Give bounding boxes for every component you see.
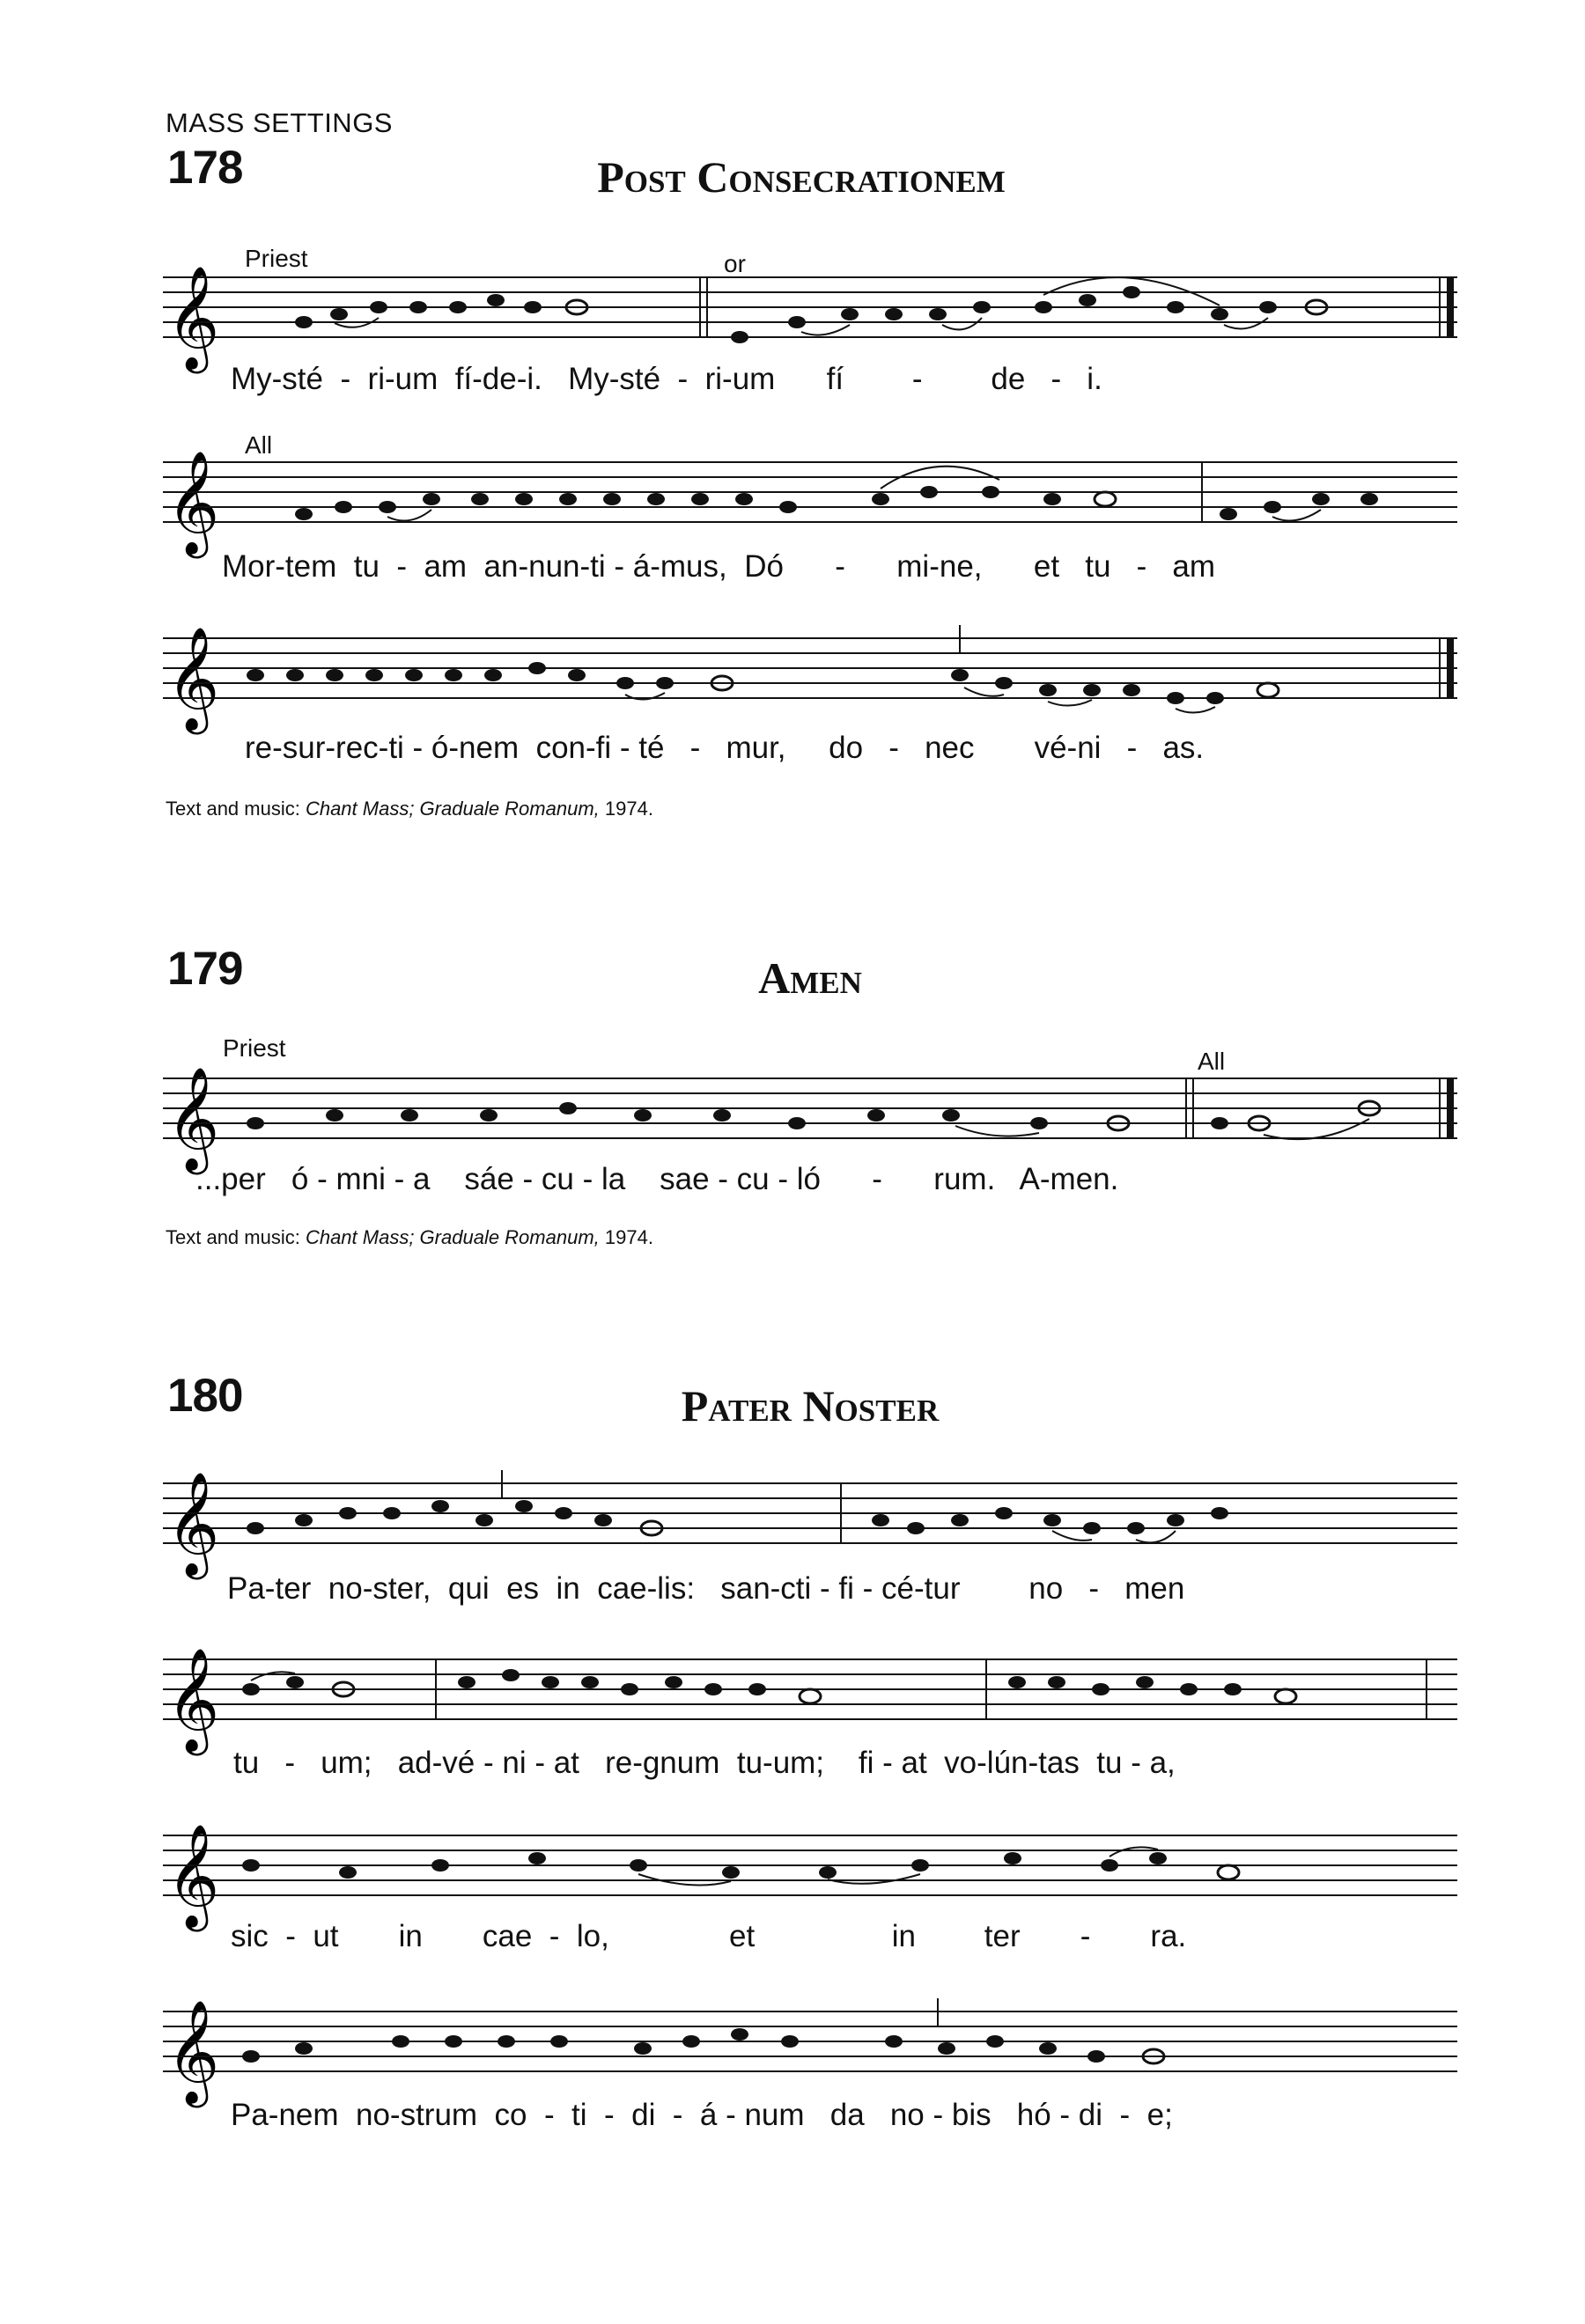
credit-line [166, 1226, 653, 1249]
hymn-title: Pater Noster [681, 1381, 940, 1430]
credit-prefix: Text and music: [166, 798, 306, 820]
credit-prefix: Text and music: [166, 1226, 306, 1248]
role-label-priest: Priest [223, 1034, 286, 1062]
staff-lines [163, 462, 1457, 522]
section-label: MASS SETTINGS [166, 107, 393, 138]
staff-lines [163, 638, 1457, 698]
lyrics-line: Pa-nem no-strum co - ti - di - á - num da no - bis hó - di - e; [231, 2098, 1173, 2132]
credit-year: 1974. [599, 798, 653, 820]
role-label-all: All [1198, 1048, 1226, 1075]
svg-text:𝄞: 𝄞 [166, 1823, 220, 1928]
slurs [955, 1119, 1369, 1139]
hymn-number: 180 [167, 1370, 243, 1422]
hymn-number: 179 [167, 943, 243, 995]
music-staff [163, 260, 1462, 370]
svg-text:𝄞: 𝄞 [166, 265, 220, 370]
lyrics-line: Mor-tem tu - am an-nun-ti - á-mus, Dó - mi-ne, et tu - am [222, 549, 1216, 584]
credit-source: Chant Mass; Graduale Romanum, [305, 798, 600, 820]
staff-lines [163, 1483, 1457, 1543]
treble-clef-icon [166, 1066, 219, 1175]
lyrics-line: ...per ó - mni - a sáe - cu - la sae - cu - ló - rum. A-men. [195, 1162, 1119, 1196]
treble-clef-icon [166, 1823, 219, 1932]
svg-text:𝄞: 𝄞 [166, 1066, 220, 1171]
treble-clef-icon [166, 1471, 219, 1580]
music-staff [163, 1818, 1462, 1928]
treble-clef-icon [166, 626, 219, 735]
svg-text:𝄞: 𝄞 [166, 1471, 220, 1576]
treble-clef-icon [166, 1999, 219, 2108]
hymn-title: Amen [758, 953, 862, 1003]
chant-notes [247, 1500, 1228, 1535]
staff-lines [163, 1835, 1457, 1895]
barlines [502, 1470, 841, 1543]
staff-lines [163, 2011, 1457, 2071]
svg-text:𝄞: 𝄞 [166, 450, 220, 555]
credit-source: Chant Mass; Graduale Romanum, [305, 1226, 600, 1248]
lyrics-line: tu - um; ad-vé - ni - at re-gnum tu-um; fi - at vo-lún-tas tu - a, [233, 1746, 1176, 1780]
treble-clef-icon [166, 1647, 219, 1756]
hymn-title: Post Consecrationem [597, 152, 1006, 202]
music-staff [163, 1642, 1462, 1752]
music-staff [163, 1061, 1462, 1171]
role-label-or: or [724, 250, 746, 277]
svg-text:𝄞: 𝄞 [166, 1999, 220, 2104]
chant-notes [242, 2028, 1164, 2063]
role-label-priest: Priest [245, 245, 308, 272]
music-staff [163, 1994, 1462, 2104]
treble-clef-icon [166, 265, 219, 374]
credit-line [166, 798, 653, 820]
treble-clef-icon [166, 450, 219, 559]
svg-text:𝄞: 𝄞 [166, 626, 220, 731]
chant-notes [295, 486, 1378, 520]
role-label-all: All [245, 431, 273, 459]
lyrics-line: My-sté - ri-um fí-de-i. My-sté - ri-um fí - de - i. [231, 362, 1102, 396]
chant-notes [247, 1101, 1380, 1130]
music-staff [163, 1466, 1462, 1576]
svg-text:𝄞: 𝄞 [166, 1647, 220, 1752]
music-staff [163, 621, 1462, 731]
hymn-number: 178 [167, 142, 243, 194]
music-staff [163, 445, 1462, 555]
slurs [1052, 1531, 1176, 1542]
lyrics-line: sic - ut in cae - lo, et in ter - ra. [231, 1919, 1187, 1953]
lyrics-line: Pa-ter no-ster, qui es in cae-lis: san-cti - fi - cé-tur no - men [227, 1571, 1185, 1606]
credit-year: 1974. [599, 1226, 653, 1248]
lyrics-line: re-sur-rec-ti - ó-nem con-fi - té - mur, do - nec vé-ni - as. [245, 731, 1205, 765]
